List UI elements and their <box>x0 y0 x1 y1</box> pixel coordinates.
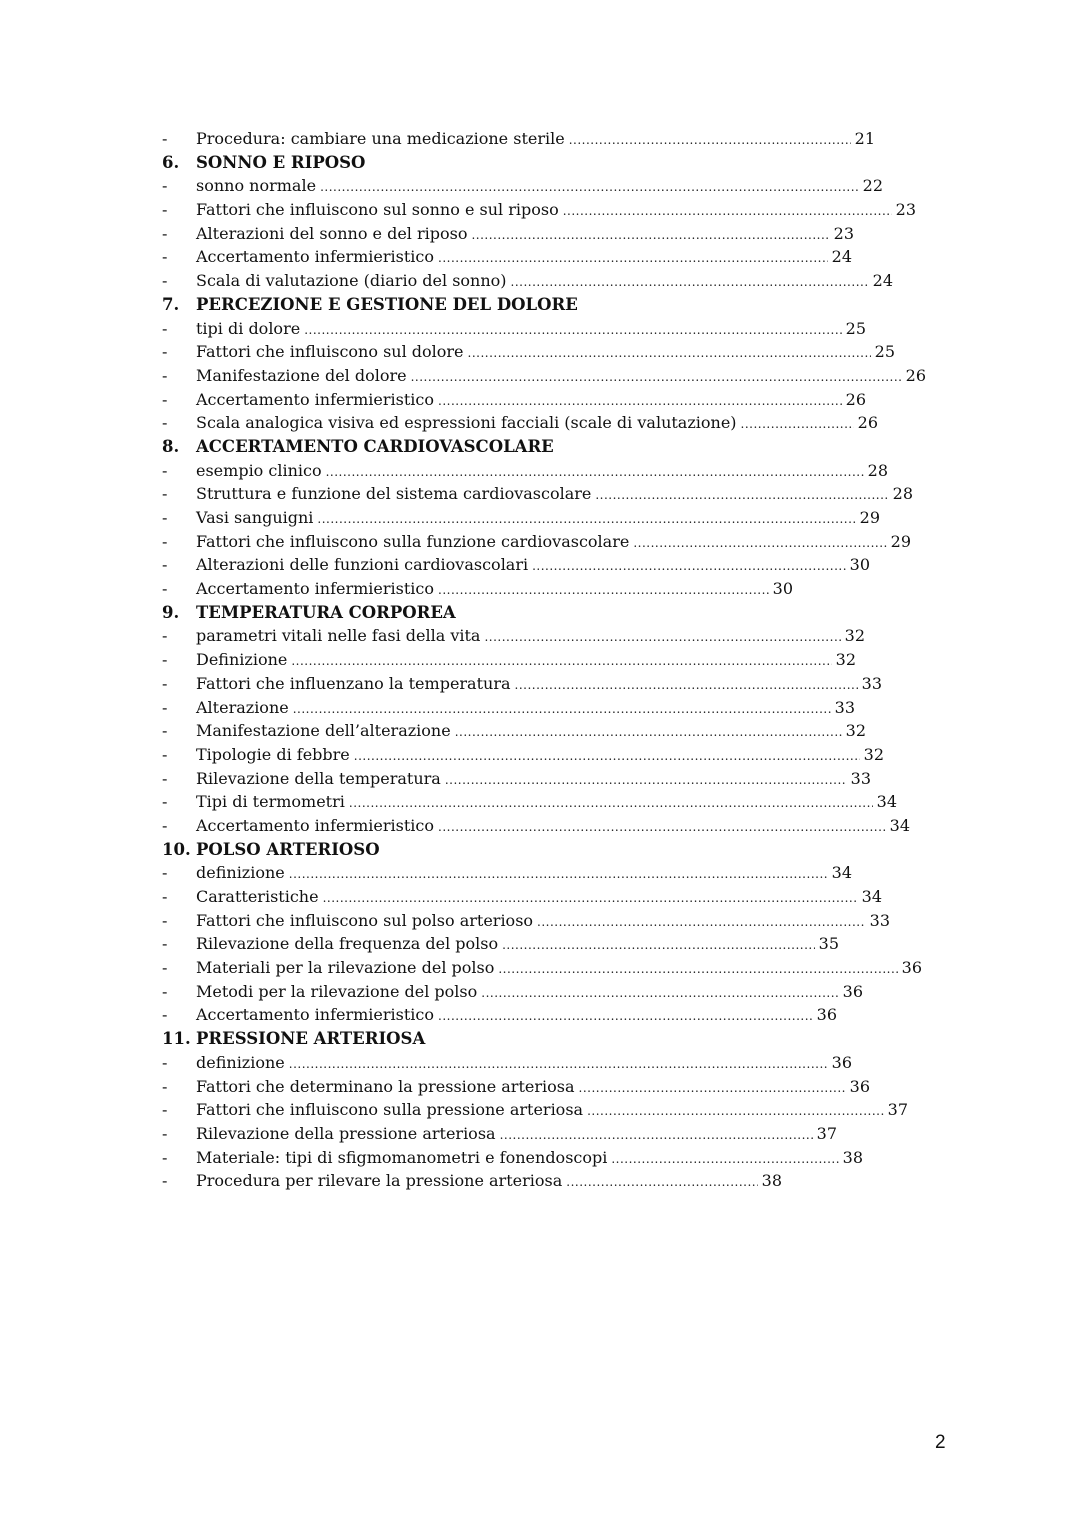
bullet-dash: - <box>162 910 168 930</box>
dot-leader <box>326 465 864 479</box>
toc-entry <box>162 532 911 556</box>
toc-entry <box>162 626 865 650</box>
entry-page-number: 33 <box>861 673 882 693</box>
section-title: PRESSIONE ARTERIOSA <box>196 1029 426 1049</box>
bullet-dash: - <box>162 1005 168 1025</box>
toc-entry <box>162 176 883 200</box>
entry-page-number: 26 <box>857 413 878 433</box>
toc-entry <box>162 792 897 816</box>
entry-page-number: 34 <box>831 863 852 883</box>
toc-section-heading <box>162 840 926 864</box>
toc-entry <box>162 769 871 793</box>
bullet-dash: - <box>162 1171 168 1191</box>
bullet-dash: - <box>162 555 168 575</box>
bullet-dash: - <box>162 1147 168 1167</box>
entry-page-number: 32 <box>844 626 865 646</box>
entry-title: Tipologie di febbre <box>196 744 350 764</box>
toc-section-heading <box>162 153 926 177</box>
toc-entry <box>162 319 866 343</box>
toc-entry <box>162 911 890 935</box>
section-number: 9. <box>162 602 180 622</box>
toc-entry <box>162 650 856 674</box>
dot-leader <box>291 654 831 668</box>
entry-page-number: 23 <box>833 223 854 243</box>
dot-leader <box>304 323 841 337</box>
entry-title: Accertamento infermieristico <box>196 815 434 835</box>
dot-leader <box>354 749 860 763</box>
entry-title: Alterazioni delle funzioni cardiovascolari <box>196 555 529 575</box>
entry-page-number: 29 <box>890 531 911 551</box>
dot-leader <box>498 962 897 976</box>
dot-leader <box>633 536 886 550</box>
entry-page-number: 30 <box>849 555 870 575</box>
bullet-dash: - <box>162 365 168 385</box>
entry-title: Caratteristiche <box>196 887 319 906</box>
entry-title: Fattori che influiscono sulla pressione arteriosa <box>196 1100 584 1120</box>
dot-leader <box>317 512 855 526</box>
toc-entry <box>162 200 916 224</box>
bullet-dash: - <box>162 413 168 433</box>
toc-entry <box>162 342 895 366</box>
dot-leader <box>500 1128 813 1142</box>
toc-entry <box>162 129 875 153</box>
entry-title: Alterazioni del sonno e del riposo <box>196 223 468 243</box>
dot-leader <box>566 1175 757 1189</box>
entry-title: Accertamento infermieristico <box>196 1005 434 1025</box>
entry-title: Alterazione <box>196 697 289 717</box>
entry-page-number: 25 <box>845 318 866 338</box>
entry-page-number: 28 <box>867 460 888 480</box>
toc-section-heading <box>162 603 926 627</box>
entry-title: Fattori che determinano la pressione arteriosa <box>196 1076 575 1096</box>
toc-entry <box>162 271 893 295</box>
entry-title: Fattori che influiscono sul dolore <box>196 342 464 362</box>
dot-leader <box>438 1009 813 1023</box>
entry-page-number: 36 <box>901 958 922 978</box>
toc-entry <box>162 413 878 437</box>
bullet-dash: - <box>162 1100 168 1120</box>
toc-entry <box>162 1005 837 1029</box>
toc-section-heading <box>162 437 926 461</box>
toc-entry <box>162 887 882 911</box>
entry-title: Materiali per la rilevazione del polso <box>196 958 495 978</box>
dot-leader <box>587 1104 884 1118</box>
dot-leader <box>471 228 829 242</box>
dot-leader <box>438 251 828 265</box>
bullet-dash: - <box>162 887 168 906</box>
dot-leader <box>438 820 886 834</box>
toc-section-heading <box>162 1029 926 1053</box>
entry-title: sonno normale <box>196 176 317 196</box>
section-title: ACCERTAMENTO CARDIOVASCOLARE <box>196 436 554 456</box>
section-number: 11. <box>162 1029 191 1049</box>
section-number: 8. <box>162 436 180 456</box>
toc-entry <box>162 224 854 248</box>
bullet-dash: - <box>162 129 168 148</box>
toc-entry <box>162 745 884 769</box>
toc-entry <box>162 816 910 840</box>
toc-entry <box>162 863 852 887</box>
bullet-dash: - <box>162 271 168 291</box>
bullet-dash: - <box>162 579 168 599</box>
section-title: TEMPERATURA CORPOREA <box>196 602 456 622</box>
toc-entry <box>162 461 888 485</box>
toc-entry <box>162 698 855 722</box>
toc-entry <box>162 1124 837 1148</box>
page-number: 2 <box>935 1432 946 1453</box>
entry-title: Metodi per la rilevazione del polso <box>196 981 478 1001</box>
bullet-dash: - <box>162 673 168 693</box>
bullet-dash: - <box>162 958 168 978</box>
dot-leader <box>445 773 847 787</box>
dot-leader <box>481 986 838 1000</box>
dot-leader <box>289 867 828 881</box>
entry-page-number: 26 <box>905 365 926 385</box>
toc-entry <box>162 484 913 508</box>
entry-page-number: 32 <box>863 744 884 764</box>
dot-leader <box>511 275 869 289</box>
entry-title: Procedura per rilevare la pressione arteriosa <box>196 1171 563 1191</box>
entry-title: tipi di dolore <box>196 318 301 338</box>
dot-leader <box>438 394 842 408</box>
bullet-dash: - <box>162 200 168 220</box>
dot-leader <box>323 891 858 905</box>
bullet-dash: - <box>162 318 168 338</box>
dot-leader <box>569 133 851 147</box>
entry-page-number: 36 <box>849 1076 870 1096</box>
bullet-dash: - <box>162 1052 168 1072</box>
toc-entry <box>162 1171 782 1195</box>
dot-leader <box>438 583 769 597</box>
bullet-dash: - <box>162 934 168 954</box>
entry-page-number: 37 <box>887 1100 908 1120</box>
entry-page-number: 36 <box>816 1005 837 1025</box>
entry-page-number: 36 <box>842 981 863 1001</box>
entry-title: Fattori che influenzano la temperatura <box>196 673 511 693</box>
bullet-dash: - <box>162 247 168 267</box>
entry-page-number: 24 <box>831 247 852 267</box>
dot-leader <box>611 1152 838 1166</box>
bullet-dash: - <box>162 863 168 883</box>
entry-page-number: 21 <box>854 129 875 148</box>
bullet-dash: - <box>162 508 168 527</box>
entry-page-number: 24 <box>872 271 893 291</box>
entry-title: Rilevazione della frequenza del polso <box>196 934 499 954</box>
entry-page-number: 33 <box>834 697 855 717</box>
bullet-dash: - <box>162 815 168 835</box>
entry-page-number: 34 <box>889 815 910 835</box>
entry-title: esempio clinico <box>196 460 322 480</box>
entry-title: Vasi sanguigni <box>196 508 314 527</box>
dot-leader <box>293 702 831 716</box>
section-number: 10. <box>162 839 191 859</box>
entry-title: Accertamento infermieristico <box>196 247 434 267</box>
table-of-contents <box>162 129 926 1195</box>
dot-leader <box>502 938 815 952</box>
section-title: PERCEZIONE E GESTIONE DEL DOLORE <box>196 294 578 314</box>
dot-leader <box>537 915 866 929</box>
bullet-dash: - <box>162 981 168 1001</box>
entry-page-number: 38 <box>761 1171 782 1191</box>
toc-entry <box>162 958 922 982</box>
toc-entry <box>162 366 926 390</box>
dot-leader <box>320 180 859 194</box>
entry-page-number: 29 <box>859 508 880 527</box>
dot-leader <box>532 559 846 573</box>
toc-section-heading <box>162 295 926 319</box>
entry-title: Accertamento infermieristico <box>196 389 434 409</box>
entry-title: Rilevazione della pressione arteriosa <box>196 1123 496 1143</box>
entry-title: Scala analogica visiva ed espressioni facciali (scale di valutazione) <box>196 413 737 433</box>
bullet-dash: - <box>162 342 168 362</box>
entry-title: Fattori che influiscono sul polso arterioso <box>196 910 534 930</box>
dot-leader <box>579 1081 846 1095</box>
toc-entry <box>162 390 866 414</box>
entry-page-number: 38 <box>842 1147 863 1167</box>
bullet-dash: - <box>162 531 168 551</box>
entry-page-number: 32 <box>845 721 866 741</box>
entry-title: Materiale: tipi di sfigmomanometri e fonendoscopi <box>196 1147 608 1167</box>
entry-page-number: 37 <box>816 1123 837 1143</box>
toc-entry <box>162 508 880 532</box>
bullet-dash: - <box>162 389 168 409</box>
dot-leader <box>484 630 840 644</box>
entry-page-number: 34 <box>876 792 897 812</box>
toc-entry <box>162 579 793 603</box>
entry-page-number: 26 <box>845 389 866 409</box>
dot-leader <box>563 204 892 218</box>
entry-page-number: 32 <box>835 650 856 670</box>
entry-title: Definizione <box>196 650 288 670</box>
toc-entry <box>162 674 882 698</box>
toc-entry <box>162 247 852 271</box>
entry-page-number: 33 <box>869 910 890 930</box>
toc-entry <box>162 1077 870 1101</box>
dot-leader <box>595 488 888 502</box>
entry-page-number: 36 <box>831 1052 852 1072</box>
toc-entry <box>162 1053 852 1077</box>
bullet-dash: - <box>162 484 168 504</box>
entry-title: definizione <box>196 863 285 883</box>
dot-leader <box>411 370 902 384</box>
entry-page-number: 28 <box>892 484 913 504</box>
bullet-dash: - <box>162 626 168 646</box>
section-title: SONNO E RIPOSO <box>196 152 366 172</box>
bullet-dash: - <box>162 792 168 812</box>
entry-page-number: 30 <box>772 579 793 599</box>
entry-page-number: 33 <box>850 768 871 788</box>
bullet-dash: - <box>162 650 168 670</box>
dot-leader <box>468 346 871 360</box>
entry-title: Accertamento infermieristico <box>196 579 434 599</box>
toc-entry <box>162 934 839 958</box>
entry-title: Fattori che influiscono sul sonno e sul riposo <box>196 200 559 220</box>
bullet-dash: - <box>162 460 168 480</box>
entry-title: definizione <box>196 1052 285 1072</box>
bullet-dash: - <box>162 176 168 196</box>
bullet-dash: - <box>162 1076 168 1096</box>
section-number: 6. <box>162 152 180 172</box>
dot-leader <box>289 1057 828 1071</box>
dot-leader <box>515 678 858 692</box>
toc-entry <box>162 1100 908 1124</box>
toc-entry <box>162 555 870 579</box>
entry-title: Tipi di termometri <box>196 792 345 812</box>
toc-entry <box>162 1148 863 1172</box>
entry-page-number: 25 <box>874 342 895 362</box>
entry-title: parametri vitali nelle fasi della vita <box>196 626 481 646</box>
entry-title: Procedura: cambiare una medicazione sterile <box>196 129 565 148</box>
bullet-dash: - <box>162 744 168 764</box>
dot-leader <box>349 796 873 810</box>
entry-title: Fattori che influiscono sulla funzione cardiovascolare <box>196 531 630 551</box>
bullet-dash: - <box>162 697 168 717</box>
entry-title: Struttura e funzione del sistema cardiovascolare <box>196 484 592 504</box>
entry-page-number: 23 <box>895 200 916 220</box>
dot-leader <box>455 725 842 739</box>
bullet-dash: - <box>162 223 168 243</box>
entry-page-number: 35 <box>818 934 839 954</box>
entry-title: Manifestazione del dolore <box>196 365 407 385</box>
entry-page-number: 22 <box>862 176 883 196</box>
section-title: POLSO ARTERIOSO <box>196 839 380 859</box>
dot-leader <box>741 417 854 431</box>
entry-title: Scala di valutazione (diario del sonno) <box>196 271 507 291</box>
toc-entry <box>162 721 866 745</box>
entry-page-number: 34 <box>861 887 882 906</box>
entry-title: Rilevazione della temperatura <box>196 768 441 788</box>
toc-entry <box>162 982 863 1006</box>
bullet-dash: - <box>162 768 168 788</box>
bullet-dash: - <box>162 721 168 741</box>
entry-title: Manifestazione dell’alterazione <box>196 721 451 741</box>
bullet-dash: - <box>162 1123 168 1143</box>
section-number: 7. <box>162 294 180 314</box>
